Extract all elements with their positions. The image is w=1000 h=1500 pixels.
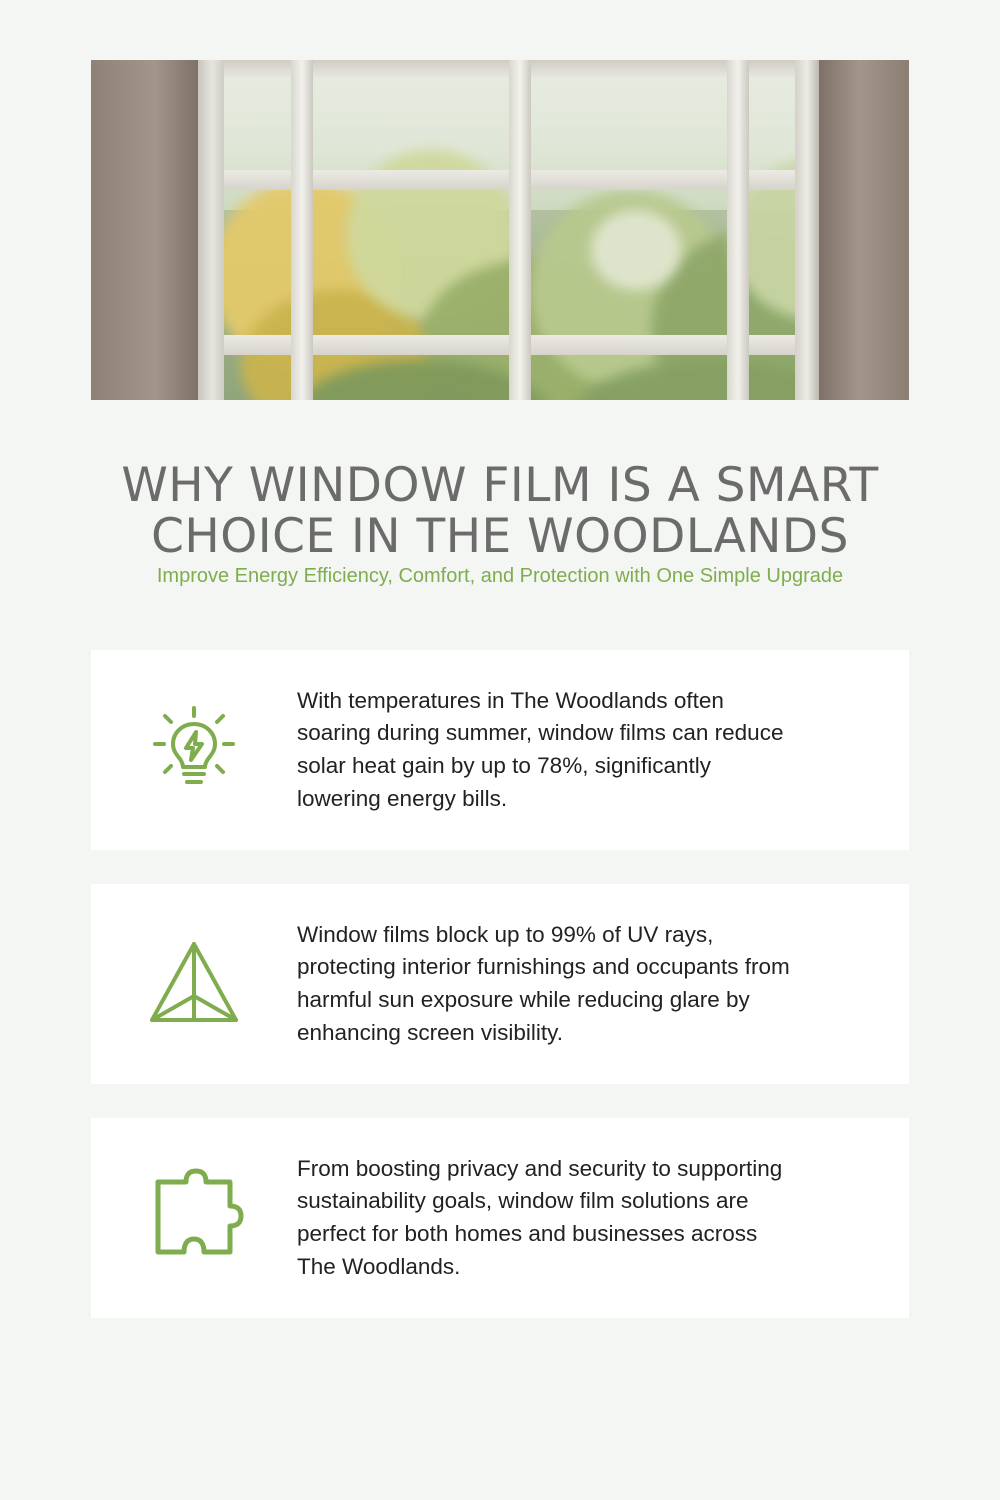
lightbulb-bolt-icon: [91, 702, 297, 798]
benefit-card: [91, 650, 909, 850]
window-jamb-right: [795, 60, 819, 400]
page-subtitle: Improve Energy Efficiency, Comfort, and Protection with One Simple Upgrade: [156, 565, 844, 587]
window-jamb-left: [198, 60, 224, 400]
puzzle-piece-icon: [91, 1168, 297, 1268]
wall-right: [819, 60, 909, 400]
benefit-card: [91, 884, 909, 1084]
hero-window-image: [91, 60, 909, 400]
hero-scene: [91, 60, 909, 400]
wall-left: [91, 60, 198, 400]
benefit-text: Window films block up to 99% of UV rays, protecting interior furnishings and occupants from harmful sun exposure while reducing glare by enhancing screen visibility.: [297, 921, 790, 1045]
benefit-text: With temperatures in The Woodlands often soaring during summer, window films can reduce solar heat gain by up to 78%, significantly lowering energy bills.: [297, 687, 784, 811]
foliage-blob: [591, 210, 681, 290]
page-title: WHY WINDOW FILM IS A SMART CHOICE IN THE WOODLANDS: [121, 458, 879, 565]
window-mullion-1: [291, 60, 313, 400]
window-mullion-3: [727, 60, 749, 400]
benefit-card: [91, 1118, 909, 1318]
window-mullion-2: [509, 60, 531, 400]
benefit-text: From boosting privacy and security to supporting sustainability goals, window film solutions are perfect for both homes and businesses across The Woodlands.: [297, 1155, 783, 1279]
pyramid-icon: [91, 936, 297, 1032]
